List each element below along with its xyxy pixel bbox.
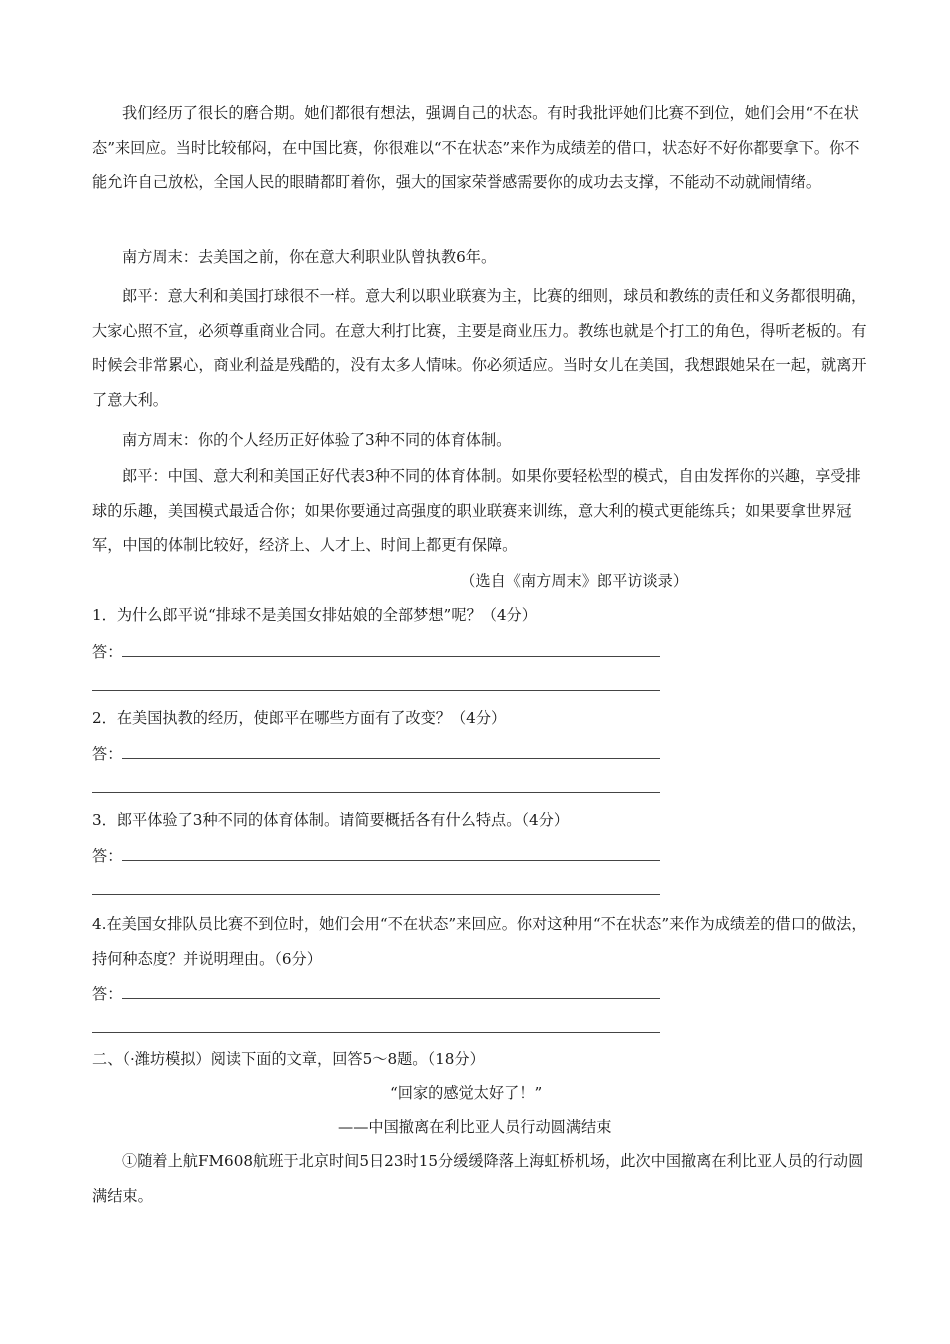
paragraph-2: 南方周末：去美国之前，你在意大利职业队曾执教6年。 xyxy=(122,248,497,266)
paragraph-5: 郎平：中国、意大利和美国正好代表3种不同的体育体制。如果你要轻松型的模式，自由发挥你的兴趣，享受排球的乐趣，美国模式最适合你；如果你要通过高强度的职业联赛来训练，意大利的模式更能练兵；如果要拿世界冠军，中国的体制比较好，经济上、人才上、时间上都更有保障。 xyxy=(92,467,861,554)
answer-line-2b[interactable] xyxy=(92,792,660,793)
question-3: 3．郎平体验了3种不同的体育体制。请简要概括各有什么特点。（4分） xyxy=(92,811,570,829)
answer-line-3a[interactable] xyxy=(122,860,660,861)
answer-label-3: 答： xyxy=(92,847,123,865)
answer-label-1: 答： xyxy=(92,643,123,661)
paragraph-4: 南方周末：你的个人经历正好体验了3种不同的体育体制。 xyxy=(122,431,512,449)
section-2-heading: 二、（·潍坊模拟）阅读下面的文章，回答5～8题。（18分） xyxy=(92,1050,485,1068)
answer-line-2a[interactable] xyxy=(122,758,660,759)
article-subtitle: ——中国撤离在利比亚人员行动圆满结束 xyxy=(338,1118,612,1136)
question-2: 2．在美国执教的经历，使郎平在哪些方面有了改变？（4分） xyxy=(92,709,507,727)
answer-label-2: 答： xyxy=(92,745,123,763)
paragraph-1: 我们经历了很长的磨合期。她们都很有想法，强调自己的状态。有时我批评她们比赛不到位，她们会用“不在状态”来回应。当时比较郁闷，在中国比赛，你很难以“不在状态”来作为成绩差的借口，状态好不好你都要拿下。你不能允许自己放松，全国人民的眼睛都盯着你，强大的国家荣誉感需要你的成功去支撑，不能动不动就闹情绪。 xyxy=(92,104,860,191)
paragraph-3: 郎平：意大利和美国打球很不一样。意大利以职业联赛为主，比赛的细则，球员和教练的责任和义务都很明确，大家心照不宣，必须尊重商业合同。在意大利打比赛，主要是商业压力。教练也就是个打工的角色，得听老板的。有时候会非常累心，商业利益是残酷的，没有太多人情味。你必须适应。当时女儿在美国，我想跟她呆在一起，就离开了意大利。 xyxy=(92,287,867,409)
answer-line-4b[interactable] xyxy=(92,1032,660,1033)
article-paragraph-1: ①随着上航FM608航班于北京时间5日23时15分缓缓降落上海虹桥机场，此次中国撤离在利比亚人员的行动圆满结束。 xyxy=(92,1152,864,1205)
answer-line-4a[interactable] xyxy=(122,998,660,999)
answer-line-1a[interactable] xyxy=(122,656,660,657)
answer-label-4: 答： xyxy=(92,985,123,1003)
question-1: 1．为什么郎平说“排球不是美国女排姑娘的全部梦想”呢？（4分） xyxy=(92,606,537,624)
answer-line-3b[interactable] xyxy=(92,894,660,895)
source-citation: （选自《南方周末》郎平访谈录） xyxy=(460,572,688,590)
article-title: “回家的感觉太好了！” xyxy=(390,1084,543,1102)
question-4: 4.在美国女排队员比赛不到位时，她们会用“不在状态”来回应。你对这种用“不在状态”来作为成绩差的借口的做法，持何种态度？并说明理由。（6分） xyxy=(92,915,867,968)
answer-line-1b[interactable] xyxy=(92,690,660,691)
